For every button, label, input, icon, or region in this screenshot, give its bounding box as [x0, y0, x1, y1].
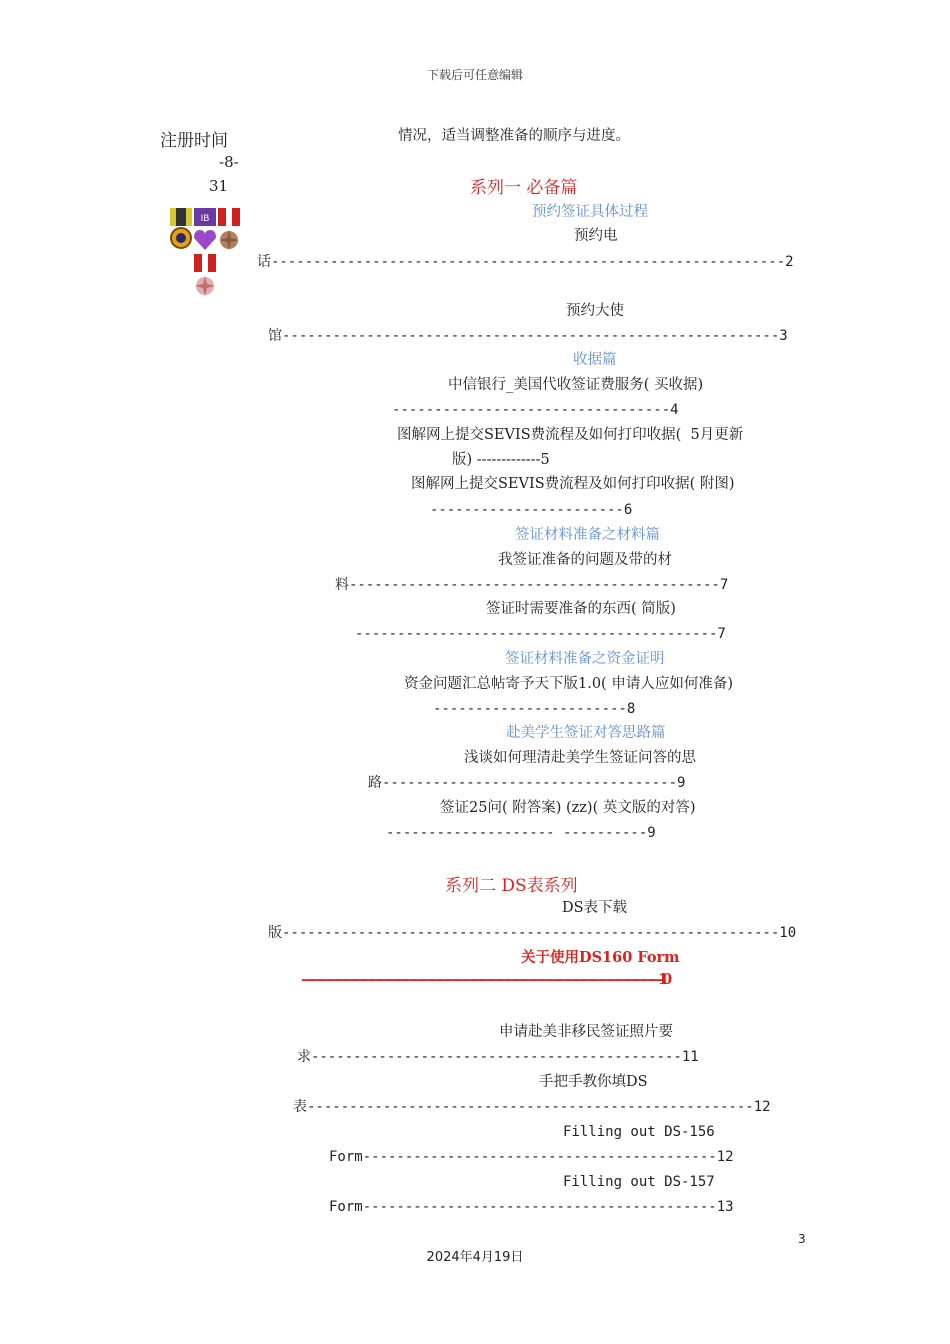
toc-item-text-highlight: 关于使用DS160 Form	[521, 949, 680, 966]
toc-item-leader: Form------------------------------------------13	[329, 1199, 734, 1215]
toc-item-leader: 话-------------------------------------------------------------2	[257, 254, 794, 270]
toc-item-leader: -----------------------6	[430, 502, 633, 518]
registration-date-part1: -8-	[219, 153, 239, 171]
toc-item-text: 预约电	[574, 228, 618, 244]
intro-text: 情况，适当调整准备的顺序与进度。	[398, 128, 630, 144]
series1-section-materials: 签证材料准备之材料篇	[515, 527, 660, 543]
toc-item-text: 我签证准备的问题及带的材	[498, 552, 672, 568]
toc-item-text: 签证时需要准备的东西( 简版)	[486, 601, 676, 617]
toc-item-text: 手把手教你填DS	[539, 1074, 648, 1090]
toc-item-text: 申请赴美非移民签证照片要	[499, 1024, 673, 1040]
page-number: 3	[798, 1232, 806, 1246]
toc-item-text: 资金问题汇总帖寄予天下版1.0( 申请人应如何准备)	[404, 676, 733, 692]
toc-item-leader: 版) -------------5	[452, 452, 550, 468]
series1-section-interview: 赴美学生签证对答思路篇	[506, 725, 666, 741]
series1-section-receipt: 收据篇	[573, 352, 617, 368]
toc-item-leader: 求--------------------------------------------11	[297, 1049, 699, 1065]
footer-date: 2024年4月19日	[426, 1250, 524, 1265]
series1-section-appointment: 预约签证具体过程	[532, 204, 648, 220]
toc-item-leader: 料--------------------------------------------7	[335, 577, 729, 593]
toc-item-leader: 馆-----------------------------------------------------------3	[268, 328, 788, 344]
toc-item-text: 图解网上提交SEVIS费流程及如何打印收据( 附图)	[411, 476, 735, 492]
toc-item-text: Filling out DS-156	[563, 1124, 715, 1140]
series1-section-funds: 签证材料准备之资金证明	[505, 651, 665, 667]
toc-item-leader: -----------------------8	[433, 701, 636, 717]
toc-item-text: DS表下载	[562, 900, 628, 916]
toc-item-leader: 版-----------------------------------------------------------10	[268, 925, 797, 941]
toc-item-text: 预约大使	[566, 303, 624, 319]
toc-item-leader: -------------------------------------------7	[355, 626, 726, 642]
svg-text:IB: IB	[200, 214, 210, 224]
toc-item-text: 中信银行_美国代收签证费服务( 买收据)	[448, 377, 704, 393]
series2-title: 系列二 DS表系列	[445, 876, 578, 896]
toc-item-leader-highlight: ——————————————————————————————————————————10	[301, 971, 667, 988]
registration-date-part2: 31	[209, 177, 229, 195]
toc-item-text: Filling out DS-157	[563, 1174, 715, 1190]
series1-title: 系列一 必备篇	[470, 178, 578, 198]
toc-item-leader: 表-----------------------------------------------------12	[293, 1099, 771, 1115]
medal-badges-image	[168, 208, 246, 300]
page-header: 下载后可任意编辑	[426, 68, 523, 82]
registration-label: 注册时间	[160, 131, 228, 151]
toc-item-leader: ---------------------------------4	[392, 402, 679, 418]
toc-item-leader: 路-----------------------------------9	[368, 775, 686, 791]
toc-item-leader: -------------------- ----------9	[386, 825, 656, 841]
toc-item-leader: Form------------------------------------------12	[329, 1149, 734, 1165]
toc-item-text: 浅谈如何理清赴美学生签证问答的思	[464, 750, 696, 766]
toc-item-text: 签证25问( 附答案) (zz)( 英文版的对答)	[440, 800, 696, 816]
toc-item-text: 图解网上提交SEVIS费流程及如何打印收据( 5月更新	[397, 427, 744, 443]
